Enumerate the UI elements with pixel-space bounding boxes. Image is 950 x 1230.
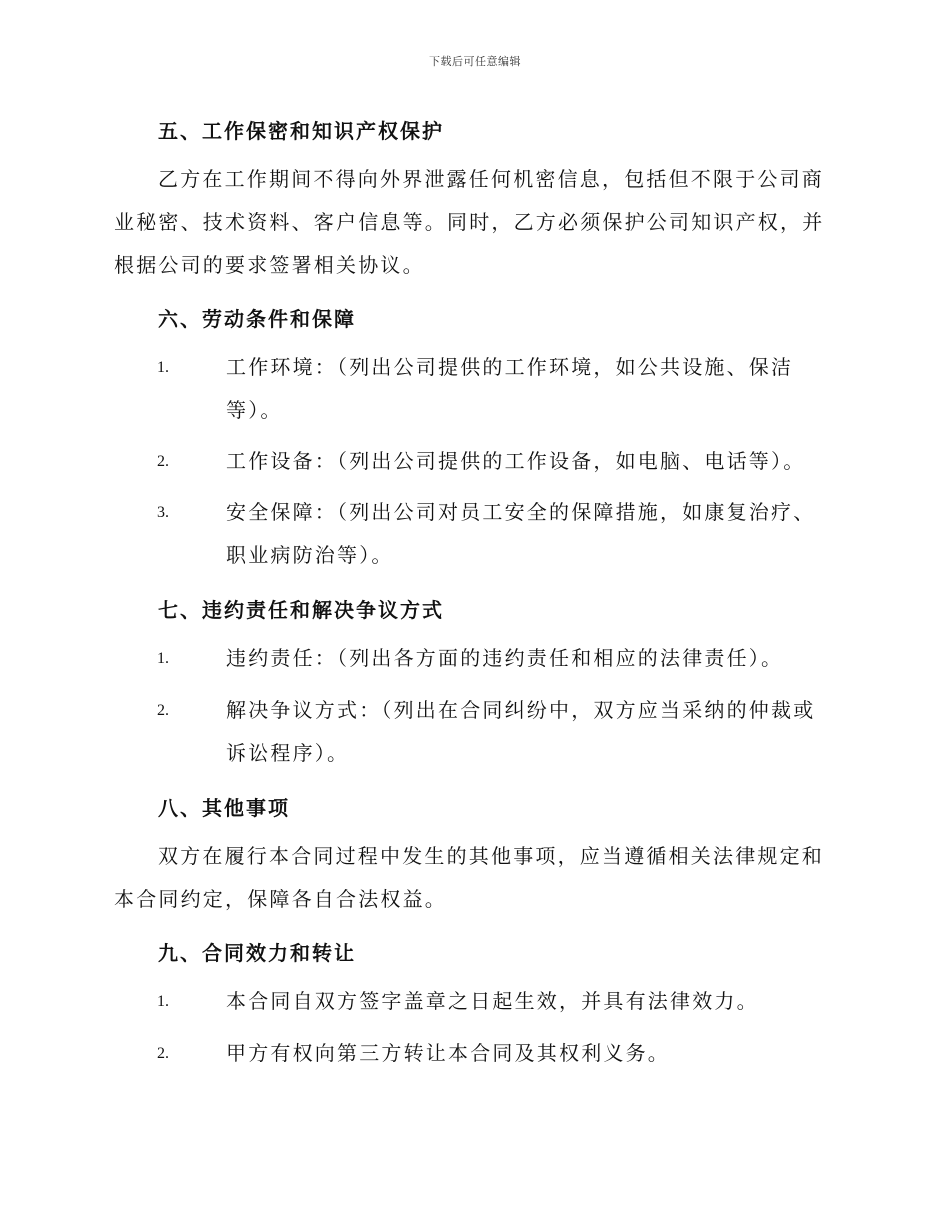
section-5-title: 五、工作保密和知识产权保护 [158,119,444,143]
section-7-item-2 [114,689,834,775]
section-6-item-3 [114,491,834,577]
section-7-title: 七、违约责任和解决争议方式 [158,598,444,622]
list-number: 2. [157,453,169,470]
list-item-text: 工作设备：（列出公司提供的工作设备，如电脑、电话等）。 [226,449,806,473]
page-header: 下载后可任意编辑 [429,55,521,68]
list-number: 1. [157,359,169,376]
section-8-body [114,835,834,921]
section-9-title: 九、合同效力和转让 [158,941,356,965]
list-number: 1. [157,993,169,1010]
list-number: 2. [157,702,169,719]
list-item-text: 工作环境：（列出公司提供的工作环境，如公共设施、保洁等）。 [226,355,794,422]
section-8-body-text: 双方在履行本合同过程中发生的其他事项，应当遵循相关法律规定和本合同约定，保障各自合法权益。 [114,844,824,911]
list-number: 2. [157,1045,169,1062]
list-item-text: 解决争议方式：（列出在合同纠纷中，双方应当采纳的仲裁或诉讼程序）。 [226,698,816,765]
list-number: 3. [157,504,169,521]
list-item-text: 甲方有权向第三方转让本合同及其权利义务。 [226,1041,670,1065]
section-6-title: 六、劳动条件和保障 [158,307,356,331]
list-item-text: 违约责任：（列出各方面的违约责任和相应的法律责任）。 [226,646,784,670]
list-item-text: 本合同自双方签字盖章之日起生效，并具有法律效力。 [226,989,759,1013]
section-8-title: 八、其他事项 [158,796,290,820]
section-9-item-1 [114,980,834,1023]
section-9-item-2 [114,1032,834,1075]
section-5-body [114,158,834,287]
section-6-item-1 [114,346,834,432]
list-item-text: 安全保障：（列出公司对员工安全的保障措施，如康复治疗、职业病防治等）。 [226,500,816,567]
section-5-body-rest: 秘密、技术资料、客户信息等。同时，乙方必须保护公司知识产权，并根据公司的要求签署相关协议。 [114,210,825,277]
section-5-body-line1: 乙方在工作期间不得向外界泄露任何机密信息，包括但不限于公司商业 [114,167,824,234]
section-7-item-1 [114,637,834,680]
section-6-item-2 [114,440,834,483]
list-number: 1. [157,650,169,667]
